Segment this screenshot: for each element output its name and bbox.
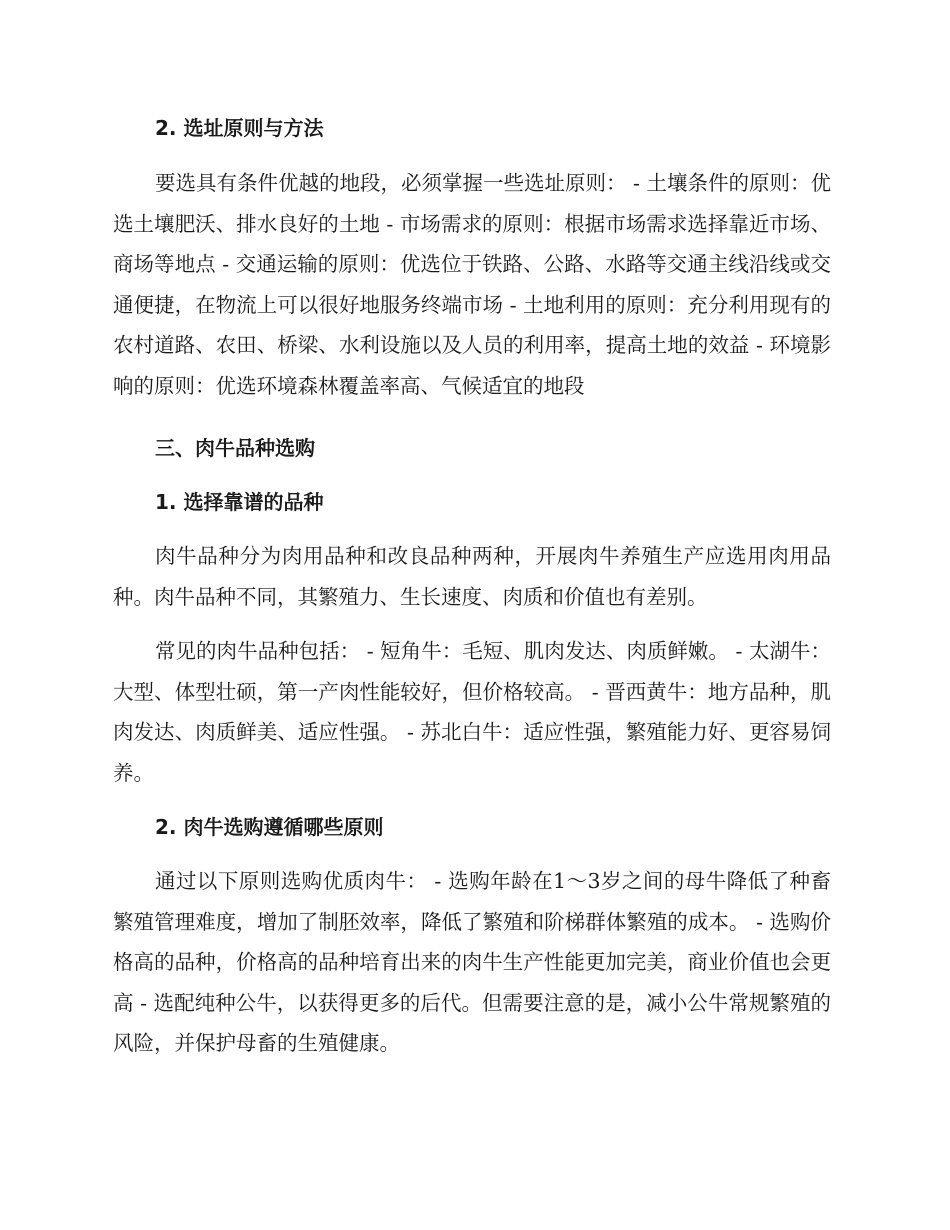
subheading-site-selection-principles: 2. 选址原则与方法	[155, 116, 324, 140]
paragraph-breed-types: 肉牛品种分为肉用品种和改良品种两种，开展肉牛养殖生产应选用肉用品种。肉牛品种不同，其繁殖力、生长速度、肉质和价值也有差别。	[113, 544, 831, 609]
section-heading-cattle-breed-selection: 三、肉牛品种选购	[155, 436, 315, 460]
subheading-purchase-principles: 2. 肉牛选购遵循哪些原则	[155, 815, 384, 839]
paragraph-purchase-principles: 通过以下原则选购优质肉牛： - 选购年龄在1～3岁之间的母牛降低了种畜繁殖管理难度，增加了制胚效率，降低了繁殖和阶梯群体繁殖的成本。 - 选购价格高的品种，价格高的品种培育出来的肉牛生产性能更加完美，商业价值也会更高 - 选配纯种公牛，以获得更多的后代。但需要注意的是，减小公牛常规繁殖的风险，并保护母畜的生殖健康。	[113, 869, 831, 1055]
document-body	[113, 108, 831, 1064]
paragraph-common-breeds: 常见的肉牛品种包括： - 短角牛：毛短、肌肉发达、肉质鲜嫩。 - 太湖牛：大型、体型壮硕，第一产肉性能较好，但价格较高。 - 晋西黄牛：地方品种，肌肉发达、肉质鲜美、适应性强。 - 苏北白牛：适应性强，繁殖能力好、更容易饲养。	[113, 639, 831, 785]
paragraph-site-selection: 要选具有条件优越的地段，必须掌握一些选址原则： - 土壤条件的原则：优选土壤肥沃、排水良好的土地 - 市场需求的原则：根据市场需求选择靠近市场、商场等地点 - 交通运输的原则：优选位于铁路、公路、水路等交通主线沿线或交通便捷，在物流上可以很好地服务终端市场 - 土地利用的原则：充分利用现有的农村道路、农田、桥梁、水利设施以及人员的利用率，提高土地的效益 - 环境影响的原则：优选环境森林覆盖率高、气候适宜的地段	[113, 171, 831, 398]
subheading-reliable-breeds: 1. 选择靠谱的品种	[155, 490, 324, 514]
